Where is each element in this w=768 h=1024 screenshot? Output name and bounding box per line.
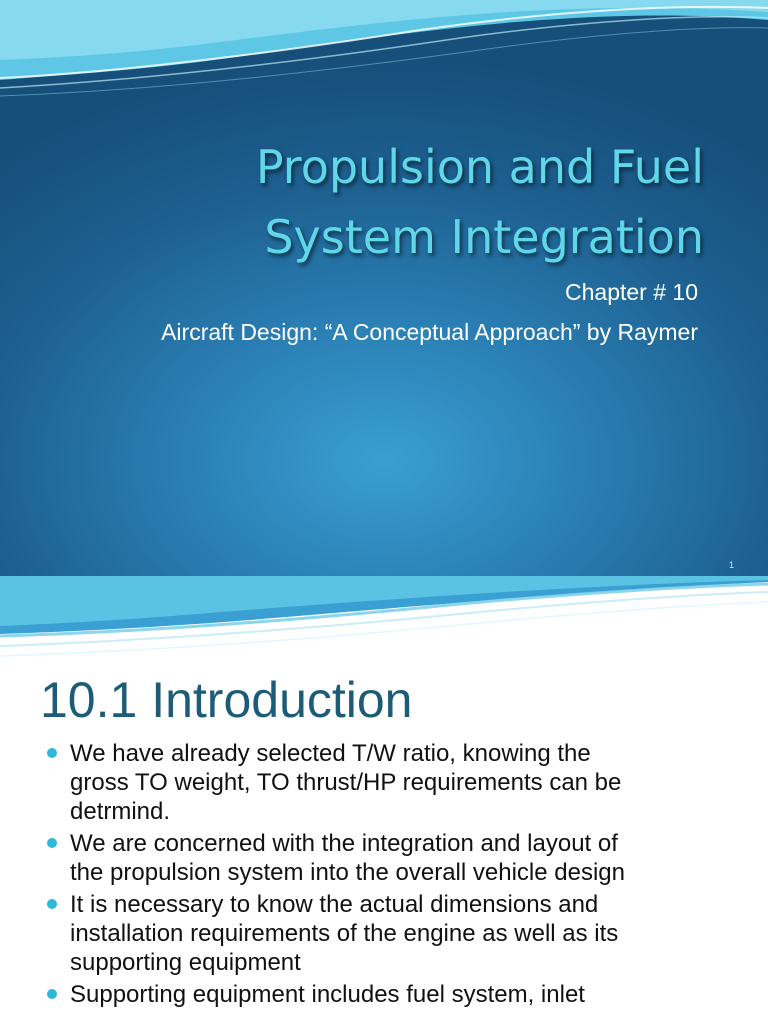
- bullet-icon: [47, 838, 57, 848]
- bullet-text: detrmind.: [70, 798, 171, 825]
- list-item: [46, 829, 746, 887]
- list-item: [46, 980, 746, 1009]
- bullet-text: We are concerned with the integration and layout of: [70, 830, 618, 857]
- chapter-subtitle: Chapter # 10: [565, 279, 698, 305]
- bullet-text: Supporting equipment includes fuel system, inlet: [70, 981, 585, 1008]
- bullet-icon: [47, 748, 57, 758]
- bullet-icon: [47, 989, 57, 999]
- slide-title: [40, 132, 704, 272]
- bullet-text: It is necessary to know the actual dimensions and: [70, 891, 599, 918]
- bullet-text: the propulsion system into the overall vehicle design: [70, 859, 625, 886]
- section-heading: 10.1 Introduction: [40, 672, 413, 728]
- header-wave-decoration: [0, 576, 768, 666]
- list-item: [46, 739, 746, 826]
- bullet-text: installation requirements of the engine as well as its: [70, 920, 619, 947]
- slide-title-line-2: System Integration: [264, 210, 704, 264]
- bullet-icon: [47, 899, 57, 909]
- bullet-text: supporting equipment: [70, 949, 301, 976]
- bullet-list: [46, 739, 746, 1012]
- slide-number: 1: [728, 560, 734, 570]
- content-slide: [0, 576, 768, 1024]
- header-wave-decoration: [0, 0, 768, 110]
- bullet-text: gross TO weight, TO thrust/HP requirements can be: [70, 769, 622, 796]
- bullet-text: We have already selected T/W ratio, knowing the: [70, 740, 591, 767]
- list-item: [46, 890, 746, 977]
- book-subtitle: Aircraft Design: “A Conceptual Approach” by Raymer: [161, 319, 698, 345]
- slide-title-line-1: Propulsion and Fuel: [255, 140, 704, 194]
